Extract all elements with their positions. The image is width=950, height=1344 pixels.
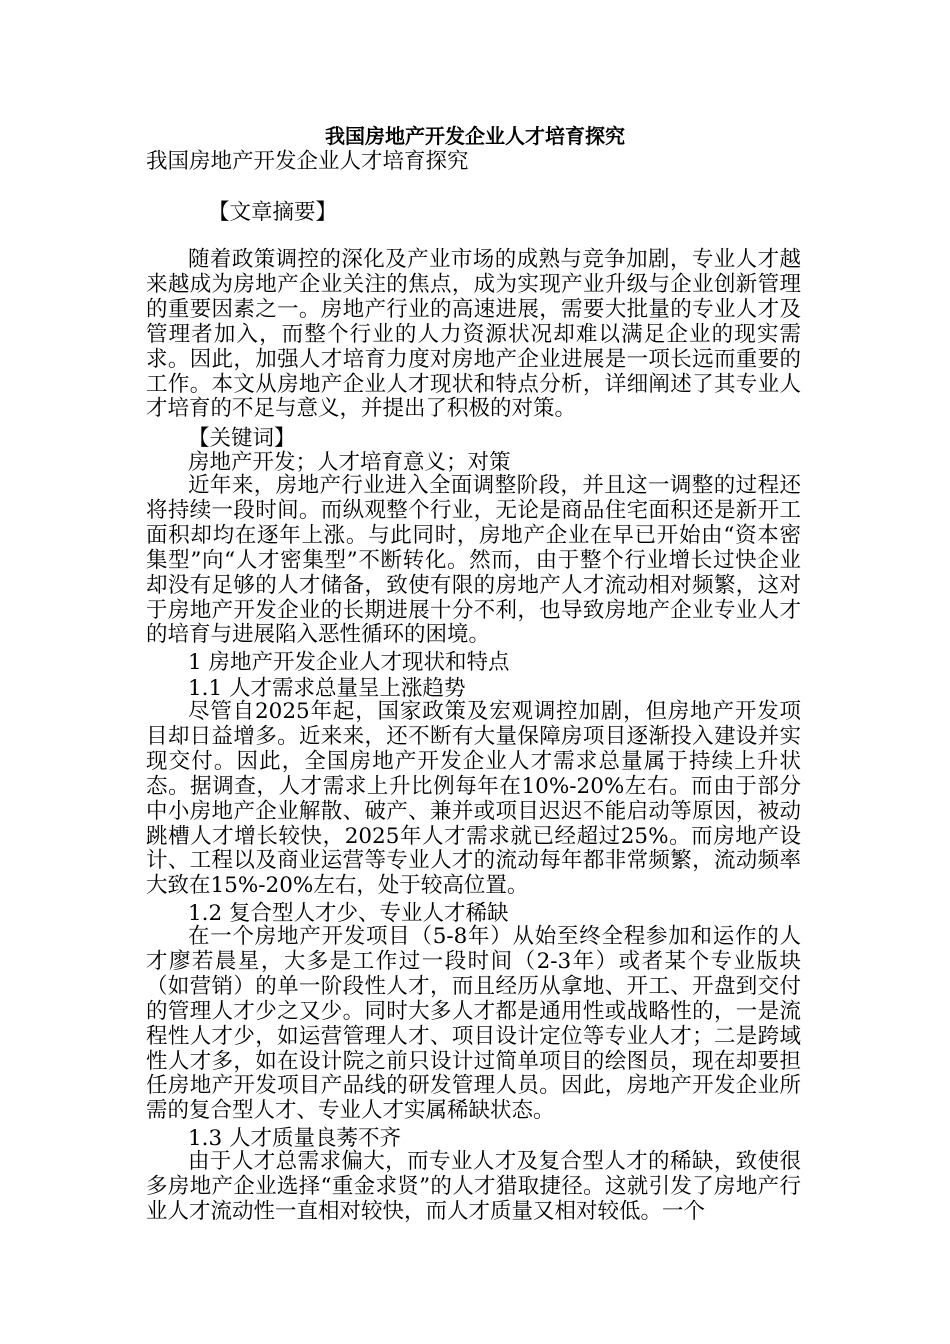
keywords-label: 【关键词】 — [188, 426, 296, 451]
subsection-heading: 1.1 人才需求总量呈上涨趋势 — [188, 676, 466, 701]
document-subtitle: 我国房地产开发企业人才培育探究 — [146, 149, 469, 174]
section-paragraph: 由于人才总需求偏大，而专业人才及复合型人才的稀缺，致使很多房地产企业选择“重金求贤”的人才猎取捷径。这就引发了房地产行业人才流动性一直相对较快，而人才质量又相对较低。一个 — [146, 1149, 801, 1224]
subsection-heading: 1.3 人才质量良莠不齐 — [188, 1126, 402, 1151]
abstract-paragraph: 随着政策调控的深化及产业市场的成熟与竞争加剧，专业人才越来越成为房地产企业关注的焦点，成为实现产业升级与企业创新管理的重要因素之一。房地产行业的高速进展，需要大批量的专业人才及管理者加入，而整个行业的人力资源状况却难以满足企业的现实需求。因此，加强人才培育力度对房地产企业进展是一项长远而重要的工作。本文从房地产企业人才现状和特点分析，详细阐述了其专业人才培育的不足与意义，并提出了积极的对策。 — [146, 247, 801, 422]
intro-paragraph: 近年来，房地产行业进入全面调整阶段，并且这一调整的过程还将持续一段时间。而纵观整个行业，无论是商品住宅面积还是新开工面积却均在逐年上涨。与此同时，房地产企业在早已开始由“资本密集型”向“人才密集型”不断转化。然而，由于整个行业增长过快企业却没有足够的人才储备，致使有限的房地产人才流动相对频繁，这对于房地产开发企业的长期进展十分不利，也导致房地产企业专业人才的培育与进展陷入恶性循环的困境。 — [146, 473, 801, 648]
section-heading: 1 房地产开发企业人才现状和特点 — [188, 650, 510, 675]
abstract-label: 【文章摘要】 — [208, 200, 338, 225]
document-title: 我国房地产开发企业人才培育探究 — [325, 124, 625, 148]
subsection-heading: 1.2 复合型人才少、专业人才稀缺 — [188, 901, 509, 926]
section-paragraph: 在一个房地产开发项目（5-8年）从始至终全程参加和运作的人才廖若晨星，大多是工作过一段时间（2-3年）或者某个专业版块（如营销）的单一阶段性人才，而且经历从拿地、开工、开盘到交付的管理人才少之又少。同时大多人才都是通用性或战略性的，一是流程性人才少，如运营管理人才、项目设计定位等专业人才；二是跨域性人才多，如在设计院之前只设计过简单项目的绘图员，现在却要担任房地产开发项目产品线的研发管理人员。因此，房地产开发企业所需的复合型人才、专业人才实属稀缺状态。 — [146, 924, 801, 1124]
keywords-text: 房地产开发；人才培育意义；对策 — [188, 450, 511, 475]
section-paragraph: 尽管自2025年起，国家政策及宏观调控加剧，但房地产开发项目却日益增多。近来来，还不断有大量保障房项目逐渐投入建设并实现交付。因此，全国房地产开发企业人才需求总量属于持续上升状态。据调查，人才需求上升比例每年在10%-20%左右。而由于部分中小房地产企业解散、破产、兼并或项目迟迟不能启动等原因，被动跳槽人才增长较快，2025年人才需求就已经超过25%。而房地产设计、工程以及商业运营等专业人才的流动每年都非常频繁，流动频率大致在15%-20%左右，处于较高位置。 — [146, 699, 801, 899]
